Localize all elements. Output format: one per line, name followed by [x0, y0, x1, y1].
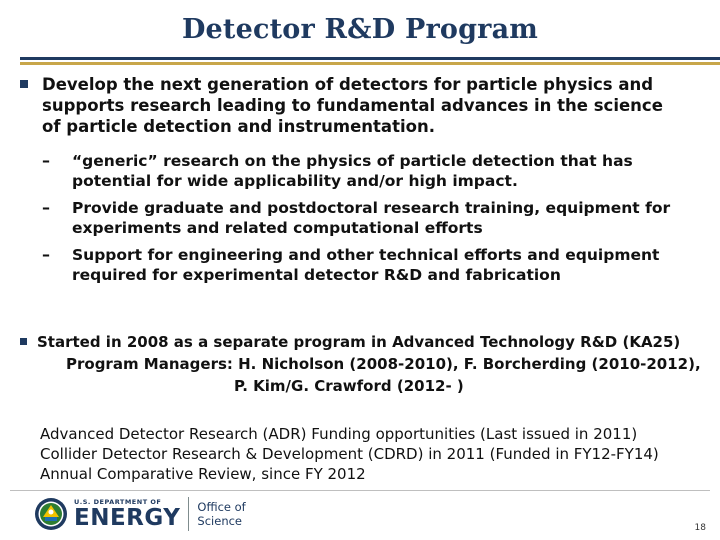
doe-big-text: ENERGY — [74, 505, 181, 531]
bullet-started — [20, 332, 710, 353]
sub-bullet-text: Support for engineering and other technical efforts and equipment required for experimental detector R&D and fabrication — [72, 246, 660, 284]
bullet-develop-text: Develop the next generation of detectors for particle physics and supports research leading to fundamental advances in the science of particle detection and instrumentation. — [42, 75, 663, 136]
program-managers-line1: Program Managers: H. Nicholson (2008-2010), F. Borcherding (2010-2012), — [66, 355, 701, 373]
doe-office-of-science-logo — [34, 497, 246, 531]
dash-marker: – — [42, 151, 50, 170]
doe-seal-icon — [34, 497, 68, 531]
logo-separator — [188, 497, 189, 531]
bullet-develop — [20, 74, 700, 137]
footer-divider — [10, 490, 710, 491]
funding-line-review: Annual Comparative Review, since FY 2012 — [40, 465, 366, 483]
title-rule-dark — [20, 57, 720, 60]
square-bullet-icon — [20, 338, 27, 345]
sub-bullet-text: Provide graduate and postdoctoral research training, equipment for experiments and related computational efforts — [72, 199, 671, 237]
program-managers-line2: P. Kim/G. Crawford (2012- ) — [234, 377, 464, 395]
sub-bullet-text: “generic” research on the physics of particle detection that has potential for wide applicability and/or high impact. — [72, 152, 633, 190]
funding-list — [40, 424, 700, 484]
office-line1: Office of — [197, 500, 246, 514]
bullet-started-text: Started in 2008 as a separate program in Advanced Technology R&D (KA25) — [37, 333, 681, 351]
sub-bullet-training — [42, 198, 702, 238]
office-line2: Science — [197, 514, 243, 528]
sub-bullet-engineering — [42, 245, 702, 285]
title-rule-gold — [20, 62, 720, 65]
page-number: 18 — [694, 523, 706, 533]
dash-marker: – — [42, 245, 50, 264]
dash-marker: – — [42, 198, 50, 217]
office-of-science-text — [197, 500, 245, 528]
doe-small-text: U.S. DEPARTMENT OF — [74, 498, 162, 506]
funding-line-adr: Advanced Detector Research (ADR) Funding opportunities (Last issued in 2011) — [40, 425, 638, 443]
square-bullet-icon — [20, 80, 28, 88]
slide-title: Detector R&D Program — [181, 14, 539, 45]
doe-wordmark — [74, 498, 180, 530]
funding-line-cdrd: Collider Detector Research & Development (CDRD) in 2011 (Funded in FY12-FY14) — [40, 445, 659, 463]
sub-bullet-generic — [42, 151, 702, 191]
